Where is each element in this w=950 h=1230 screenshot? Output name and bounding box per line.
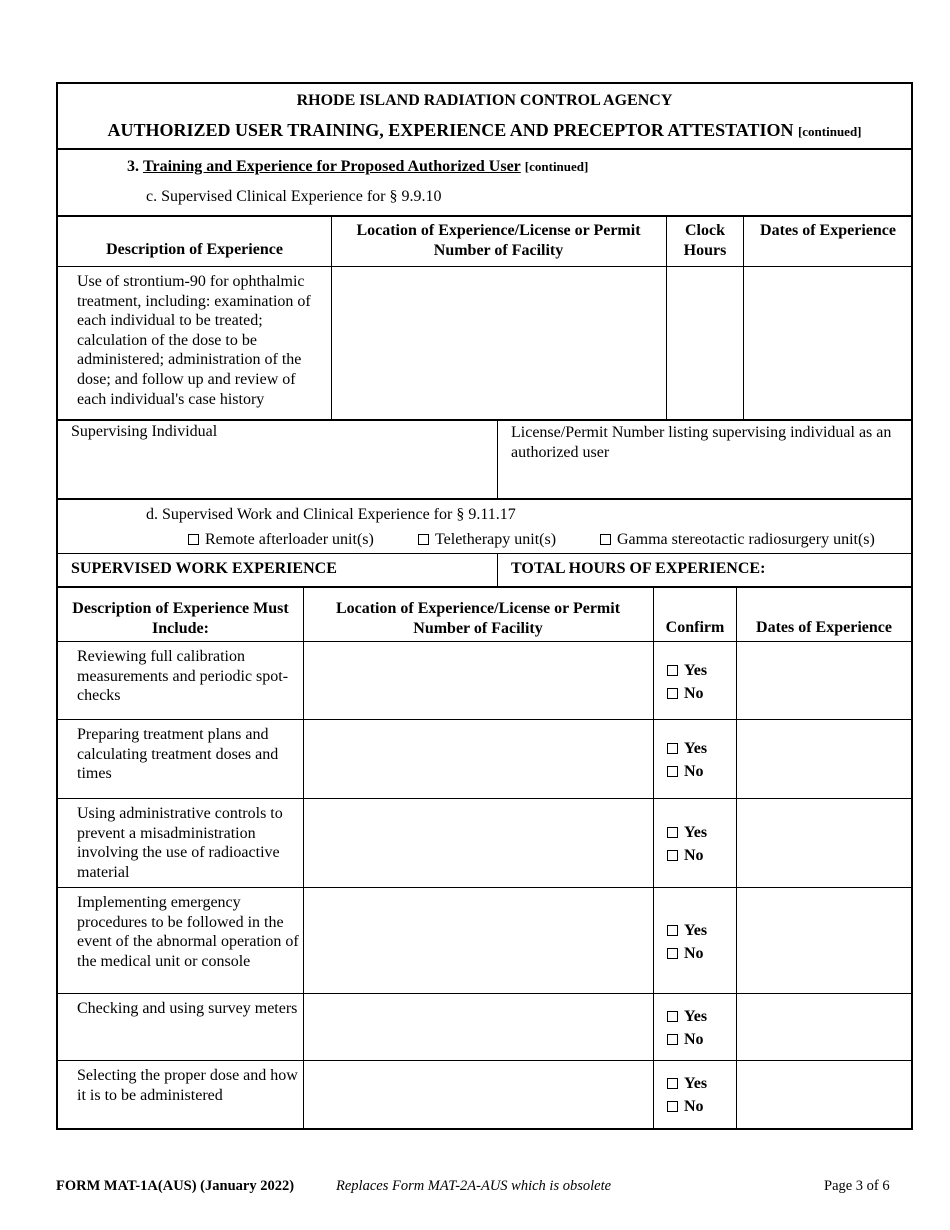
- col-description-header: Description of Experience Must Include:: [72, 600, 289, 637]
- yes-label: Yes: [684, 740, 708, 757]
- divider: [653, 1061, 654, 1128]
- checkbox-icon[interactable]: [667, 665, 678, 676]
- dates-entry-field[interactable]: [737, 799, 911, 887]
- supervising-section: [58, 419, 911, 498]
- section-3-header: [58, 148, 911, 215]
- table-d-header: [58, 586, 911, 641]
- clock-hours-entry-field[interactable]: [667, 267, 743, 419]
- checkbox-icon[interactable]: [667, 1011, 678, 1022]
- confirm-no[interactable]: [667, 844, 707, 867]
- confirm-options: [667, 737, 707, 783]
- confirm-no[interactable]: [667, 1095, 707, 1118]
- yes-label: Yes: [684, 1075, 708, 1092]
- divider: [653, 720, 654, 798]
- checkbox-icon[interactable]: [667, 688, 678, 699]
- dates-entry-field[interactable]: [737, 1061, 911, 1128]
- divider: [743, 217, 744, 266]
- checkbox-icon[interactable]: [418, 534, 429, 545]
- table-c-row: [58, 266, 911, 419]
- confirm-options: [667, 659, 707, 705]
- total-hours-field[interactable]: [793, 556, 909, 584]
- divider: [653, 994, 654, 1060]
- confirm-yes[interactable]: [667, 737, 707, 760]
- yes-label: Yes: [684, 824, 708, 841]
- license-permit-field[interactable]: [498, 465, 911, 497]
- no-label: No: [684, 763, 704, 780]
- agency-name: RHODE ISLAND RADIATION CONTROL AGENCY: [296, 92, 673, 109]
- row-description: Use of strontium-90 for ophthalmic treatment, including: examination of each individual to be treated; calculation of the dose to be administered; administration of the dose; and follow up and review of each individual's case history: [77, 273, 311, 408]
- total-hours-label: TOTAL HOURS OF EXPERIENCE:: [511, 560, 766, 577]
- form-header: [58, 84, 911, 148]
- location-entry-field[interactable]: [304, 720, 653, 798]
- table-row: [58, 1060, 911, 1128]
- divider: [331, 217, 332, 266]
- form-title: [58, 120, 911, 141]
- checkbox-icon[interactable]: [188, 534, 199, 545]
- dates-entry-field[interactable]: [744, 267, 911, 419]
- confirm-yes[interactable]: [667, 1005, 707, 1028]
- no-label: No: [684, 1098, 704, 1115]
- checkbox-icon[interactable]: [667, 1034, 678, 1045]
- col-dates-header: Dates of Experience: [756, 619, 892, 636]
- checkbox-icon[interactable]: [667, 925, 678, 936]
- attestation-form: [56, 82, 913, 1130]
- work-experience-bar: [58, 553, 911, 586]
- location-entry-field[interactable]: [332, 267, 666, 419]
- no-label: No: [684, 945, 704, 962]
- section-3-title: [127, 158, 588, 176]
- replaces-note: Replaces Form MAT-2A-AUS which is obsolete: [336, 1178, 612, 1194]
- table-c-header: [58, 215, 911, 266]
- col-location-header: Location of Experience/License or Permit Number of Facility: [356, 222, 641, 259]
- location-entry-field[interactable]: [304, 799, 653, 887]
- divider: [666, 217, 667, 266]
- confirm-no[interactable]: [667, 942, 707, 965]
- confirm-no[interactable]: [667, 682, 707, 705]
- item-d-label: d. Supervised Work and Clinical Experience for § 9.11.17: [146, 506, 516, 523]
- checkbox-icon[interactable]: [600, 534, 611, 545]
- yes-label: Yes: [684, 922, 708, 939]
- section-continued: [continued]: [524, 159, 589, 174]
- section-number: 3.: [127, 158, 139, 175]
- option-gamma-stereotactic[interactable]: [600, 531, 875, 549]
- checkbox-icon[interactable]: [667, 850, 678, 861]
- no-label: No: [684, 685, 704, 702]
- item-c-label: c. Supervised Clinical Experience for § 9.9.10: [146, 188, 442, 205]
- confirm-options: [667, 1072, 707, 1118]
- divider: [653, 642, 654, 719]
- confirm-yes[interactable]: [667, 919, 707, 942]
- confirm-options: [667, 821, 707, 867]
- option-teletherapy[interactable]: [418, 531, 556, 549]
- table-row: [58, 719, 911, 798]
- divider: [497, 554, 498, 586]
- col-dates-header: Dates of Experience: [760, 222, 896, 239]
- option-label: Teletherapy unit(s): [435, 531, 557, 548]
- item-d-section: [58, 498, 911, 553]
- row-description: Checking and using survey meters: [77, 1000, 298, 1017]
- table-row: [58, 887, 911, 993]
- row-description: Reviewing full calibration measurements and periodic spot-checks: [77, 648, 289, 705]
- confirm-options: [667, 1005, 707, 1051]
- row-description: Selecting the proper dose and how it is to be administered: [77, 1067, 298, 1104]
- dates-entry-field[interactable]: [737, 994, 911, 1060]
- confirm-no[interactable]: [667, 760, 707, 783]
- confirm-yes[interactable]: [667, 659, 707, 682]
- checkbox-icon[interactable]: [667, 766, 678, 777]
- dates-entry-field[interactable]: [737, 642, 911, 719]
- supervising-individual-field[interactable]: [58, 445, 496, 497]
- table-row: [58, 798, 911, 887]
- checkbox-icon[interactable]: [667, 948, 678, 959]
- form-title-text: AUTHORIZED USER TRAINING, EXPERIENCE AND PRECEPTOR ATTESTATION: [107, 120, 794, 140]
- supervising-individual-label: Supervising Individual: [71, 423, 218, 440]
- row-description: Preparing treatment plans and calculating treatment doses and times: [77, 726, 279, 783]
- row-description: Implementing emergency procedures to be followed in the event of the abnormal operation of the medical unit or console: [77, 894, 299, 970]
- no-label: No: [684, 847, 704, 864]
- location-entry-field[interactable]: [304, 994, 653, 1060]
- divider: [653, 888, 654, 993]
- license-permit-label: License/Permit Number listing supervising individual as an authorized user: [511, 424, 892, 461]
- table-row: [58, 641, 911, 719]
- confirm-yes[interactable]: [667, 1072, 707, 1095]
- checkbox-icon[interactable]: [667, 1101, 678, 1112]
- confirm-yes[interactable]: [667, 821, 707, 844]
- checkbox-icon[interactable]: [667, 827, 678, 838]
- option-label: Gamma stereotactic radiosurgery unit(s): [617, 531, 875, 548]
- confirm-no[interactable]: [667, 1028, 707, 1051]
- option-label: Remote afterloader unit(s): [205, 531, 374, 548]
- page-number: Page 3 of 6: [824, 1178, 890, 1194]
- col-description-header: Description of Experience: [106, 241, 283, 258]
- checkbox-icon[interactable]: [667, 1078, 678, 1089]
- confirm-options: [667, 919, 707, 965]
- checkbox-icon[interactable]: [667, 743, 678, 754]
- dates-entry-field[interactable]: [737, 888, 911, 993]
- divider: [303, 588, 304, 641]
- divider: [653, 799, 654, 887]
- location-entry-field[interactable]: [304, 1061, 653, 1128]
- col-location-header: Location of Experience/License or Permit Number of Facility: [335, 600, 621, 637]
- form-id: FORM MAT-1A(AUS) (January 2022): [56, 1178, 295, 1194]
- continued-note: [continued]: [797, 124, 862, 139]
- section-heading: Training and Experience for Proposed Authorized User: [143, 158, 521, 175]
- col-clock-hours-header: Clock Hours: [683, 222, 727, 259]
- yes-label: Yes: [684, 662, 708, 679]
- dates-entry-field[interactable]: [737, 720, 911, 798]
- location-entry-field[interactable]: [304, 642, 653, 719]
- row-description: Using administrative controls to prevent a misadministration involving the use of radioactive material: [77, 805, 283, 881]
- option-remote-afterloader[interactable]: [188, 531, 374, 549]
- yes-label: Yes: [684, 1008, 708, 1025]
- location-entry-field[interactable]: [304, 888, 653, 993]
- no-label: No: [684, 1031, 704, 1048]
- table-row: [58, 993, 911, 1060]
- col-confirm-header: Confirm: [665, 619, 725, 636]
- work-experience-label: SUPERVISED WORK EXPERIENCE: [71, 560, 337, 577]
